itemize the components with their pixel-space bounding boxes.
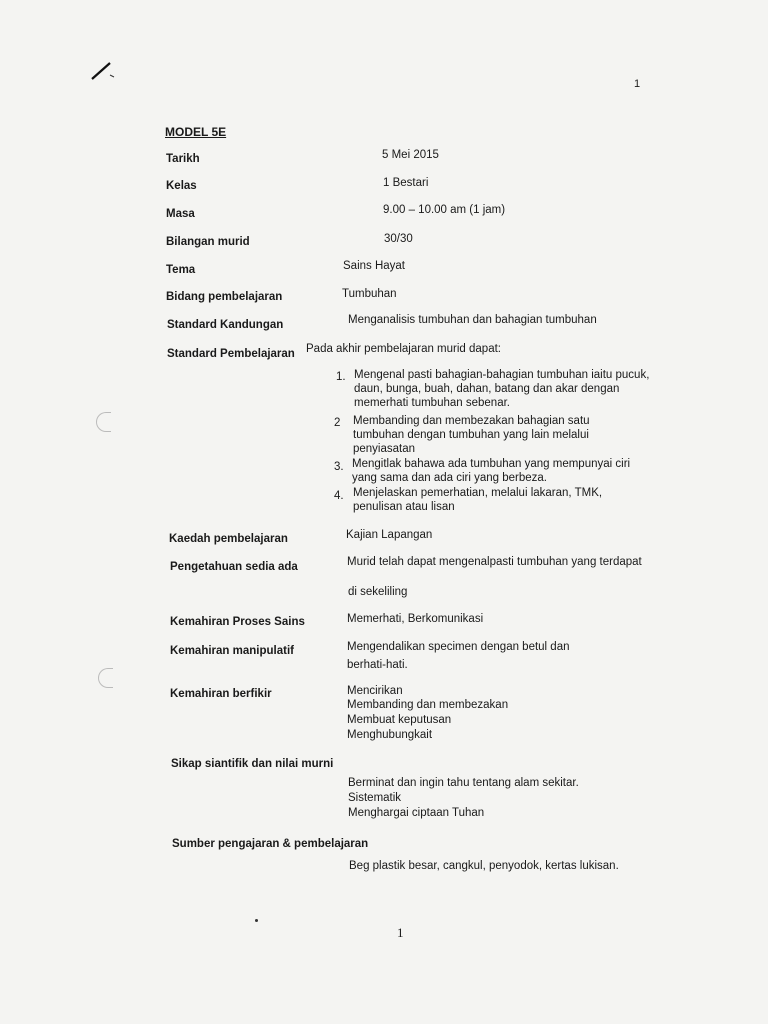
field-value-masa: 9.00 – 10.00 am (1 jam) [383,204,506,216]
field-label-tema: Tema [166,264,196,276]
sikap-item: Sistematik [348,792,402,804]
objective-number: 3. [334,461,344,473]
field-value-tema: Sains Hayat [343,260,406,272]
berfikir-item: Membuat keputusan [347,714,452,726]
objective-text: Membanding dan membezakan bahagian satu tumbuhan dengan tumbuhan yang lain melalui penyiasatan [353,415,590,455]
proses-sains-value: Memerhati, Berkomunikasi [347,613,484,625]
page-number-top: 1 [634,78,641,90]
objective-number: 2 [334,417,341,429]
kaedah-value: Kajian Lapangan [346,529,433,541]
objective-text: Mengenal pasti bahagian-bahagian tumbuhan iaitu pucuk, daun, bunga, buah, dahan, batang dan akar dengan memerhati tumbuhan sebenar. [354,369,650,409]
field-value-bidang: Tumbuhan [342,288,397,300]
pengetahuan-label: Pengetahuan sedia ada [170,561,298,573]
sumber-value: Beg plastik besar, cangkul, penyodok, kertas lukisan. [349,860,619,872]
objective-text: Mengitlak bahawa ada tumbuhan yang mempunyai ciri yang sama dan ada ciri yang berbeza. [352,458,631,484]
pen-mark [88,60,118,82]
field-label-standard-kandungan: Standard Kandungan [167,319,284,331]
objective-text: Menjelaskan pemerhatian, melalui lakaran, TMK, penulisan atau lisan [353,487,603,513]
sikap-item: Berminat dan ingin tahu tentang alam sekitar. [348,777,579,789]
proses-sains-label: Kemahiran Proses Sains [170,616,305,628]
berfikir-label: Kemahiran berfikir [170,688,272,700]
objective-number: 4. [334,490,344,502]
pengetahuan-line2: di sekeliling [348,586,408,598]
field-label-bilangan-murid: Bilangan murid [166,236,250,248]
manipulatif-label: Kemahiran manipulatif [170,645,294,657]
field-value-tarikh: 5 Mei 2015 [382,149,439,161]
field-value-standard-kandungan: Menganalisis tumbuhan dan bahagian tumbuhan [348,314,597,326]
document-title: MODEL 5E [165,125,227,139]
sikap-item: Menghargai ciptaan Tuhan [348,807,485,819]
field-label-kelas: Kelas [166,180,197,192]
sikap-label: Sikap siantifik dan nilai murni [171,758,334,770]
page-number-bottom: 1 [397,925,404,940]
berfikir-item: Menghubungkait [347,729,433,741]
field-label-tarikh: Tarikh [166,153,200,165]
field-label-bidang: Bidang pembelajaran [166,291,283,303]
field-value-bilangan-murid: 30/30 [384,233,413,245]
standard-pembelajaran-label: Standard Pembelajaran [167,348,295,360]
field-label-masa: Masa [166,208,195,220]
field-value-kelas: 1 Bestari [383,177,429,189]
punch-hole-mark [98,668,113,688]
punch-hole-mark [96,412,111,432]
objective-number: 1. [336,371,346,383]
berfikir-item: Mencirikan [347,685,403,697]
berfikir-item: Membanding dan membezakan [347,699,509,711]
speck [255,919,258,922]
sumber-label: Sumber pengajaran & pembelajaran [172,838,369,850]
manipulatif-line1: Mengendalikan specimen dengan betul dan [347,641,570,653]
manipulatif-line2: berhati-hati. [347,659,408,671]
kaedah-label: Kaedah pembelajaran [169,533,288,545]
pengetahuan-line1: Murid telah dapat mengenalpasti tumbuhan yang terdapat [347,556,642,568]
standard-pembelajaran-intro: Pada akhir pembelajaran murid dapat: [306,343,501,355]
